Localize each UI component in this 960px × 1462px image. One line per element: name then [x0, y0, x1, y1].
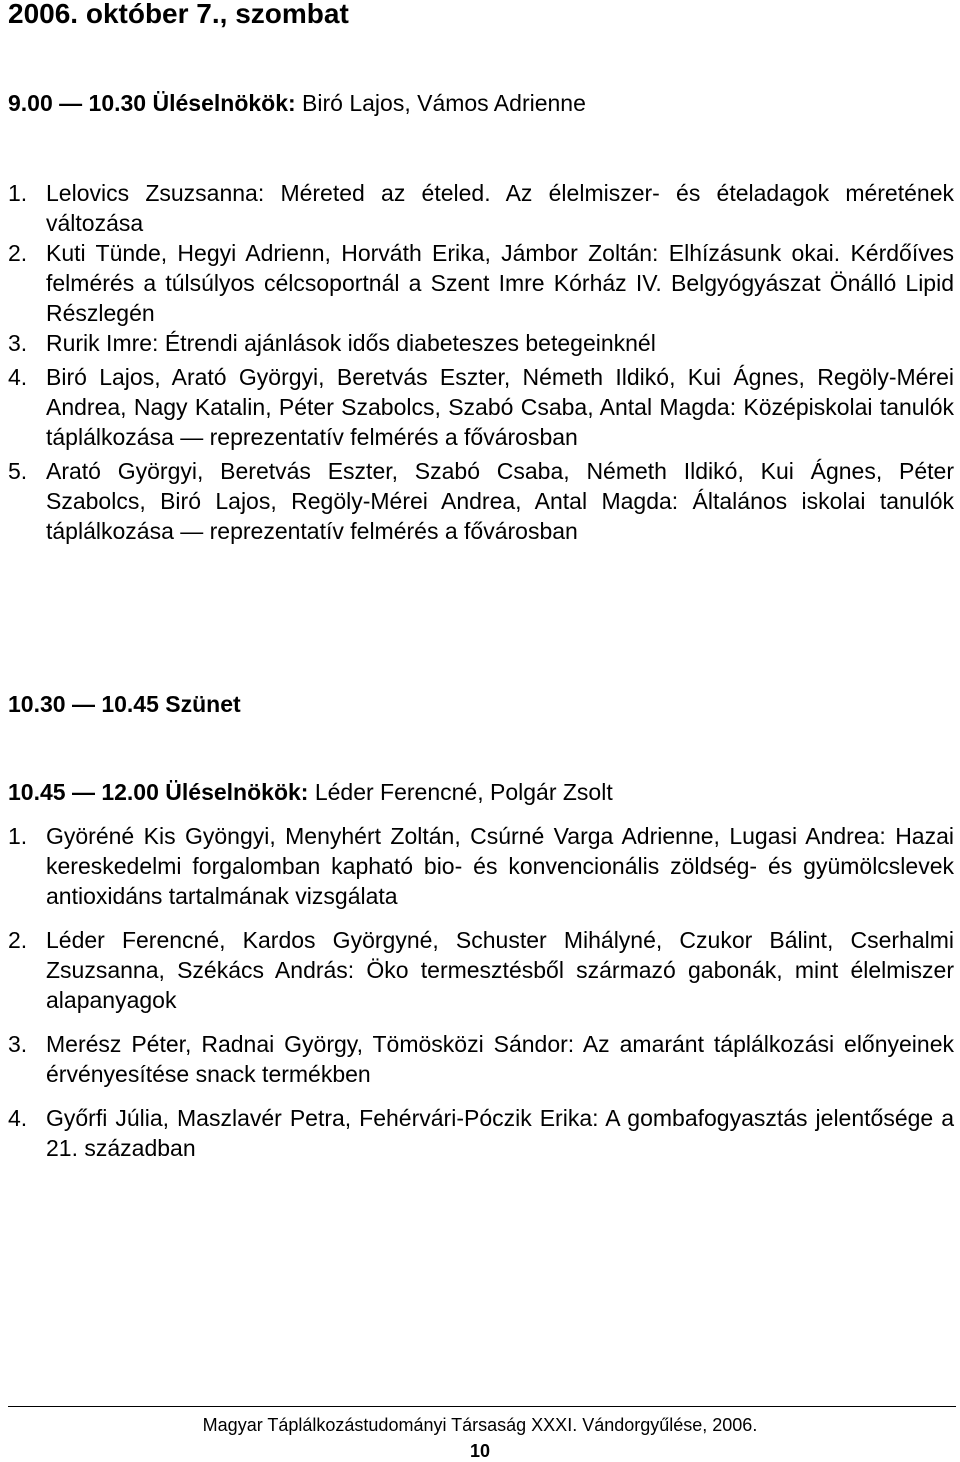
talk-number: 4. [8, 1105, 28, 1131]
talk-text: Győrfi Júlia, Maszlavér Petra, Fehérvári-Póczik Erika: A gombafogyasztás jelentősége a 21. században [46, 1105, 954, 1161]
talk-number: 3. [8, 1031, 28, 1057]
talk-item [8, 178, 954, 238]
session-2-chairs: Léder Ferencné, Polgár Zsolt [314, 779, 613, 805]
session-2-header [8, 777, 613, 807]
talk-item [8, 1103, 954, 1163]
talk-text: Rurik Imre: Étrendi ajánlások idős diabeteszes betegeinknél [46, 330, 656, 356]
talk-number: 1. [8, 180, 28, 206]
session-1-header [8, 88, 586, 118]
talk-number: 2. [8, 240, 28, 266]
session-1-chairs-label: Üléselnökök: [152, 90, 296, 116]
page-number: 10 [469, 1441, 491, 1461]
footer-text: Magyar Táplálkozástudományi Társaság XXXI. Vándorgyűlése, 2006. [202, 1415, 758, 1435]
session-1-chairs: Biró Lajos, Vámos Adrienne [302, 90, 586, 116]
talk-item [8, 1029, 954, 1089]
talk-text: Merész Péter, Radnai György, Tömösközi Sándor: Az amaránt táplálkozási előnyeinek érvényesítése snack termékben [46, 1031, 954, 1087]
talk-number: 2. [8, 927, 28, 953]
session-2-talk-list [8, 821, 954, 1163]
session-1-talk-list [8, 178, 954, 546]
talk-text: Kuti Tünde, Hegyi Adrienn, Horváth Erika, Jámbor Zoltán: Elhízásunk okai. Kérdőíves felmérés a túlsúlyos célcsoportnál a Szent Imre Kórház IV. Belgyógyászat Önálló Lipid Részlegén [46, 240, 954, 326]
talk-number: 1. [8, 823, 28, 849]
talk-number: 4. [8, 364, 28, 390]
talk-item [8, 456, 954, 546]
talk-item [8, 821, 954, 911]
talk-text: Arató Györgyi, Beretvás Eszter, Szabó Csaba, Németh Ildikó, Kui Ágnes, Péter Szabolcs, Biró Lajos, Regöly-Mérei Andrea, Antal Magda: Általános iskolai tanulók táplálkozása — reprezentatív felmérés a fővárosban [46, 458, 954, 544]
talk-text: Lelovics Zsuzsanna: Méreted az ételed. Az élelmiszer- és ételadagok méretének változása [46, 180, 954, 236]
talk-number: 3. [8, 330, 28, 356]
talk-item [8, 238, 954, 328]
talk-text: Györéné Kis Gyöngyi, Menyhért Zoltán, Csúrné Varga Adrienne, Lugasi Andrea: Hazai kereskedelmi forgalomban kapható bio- és konvencionális zöldség- és gyümölcslevek antioxidáns tartalmának vizsgálata [46, 823, 954, 909]
talk-number: 5. [8, 458, 28, 484]
talk-text: Léder Ferencné, Kardos Györgyné, Schuster Mihályné, Czukor Bálint, Cserhalmi Zsuzsanna, Székács András: Öko termesztésből származó gabonák, mint élelmiszer alapanyagok [46, 927, 954, 1013]
break-line: 10.30 — 10.45 Szünet [8, 691, 241, 717]
talk-text: Biró Lajos, Arató Györgyi, Beretvás Eszter, Németh Ildikó, Kui Ágnes, Regöly-Mérei Andrea, Nagy Katalin, Péter Szabolcs, Szabó Csaba, Antal Magda: Középiskolai tanulók táplálkozása — reprezentatív felmérés a fővárosban [46, 364, 954, 450]
talk-item [8, 328, 954, 358]
footer-divider [8, 1406, 956, 1407]
session-1-time: 9.00 — 10.30 [8, 90, 147, 116]
session-2-time: 10.45 — 12.00 [8, 779, 159, 805]
talk-item [8, 362, 954, 452]
talk-item [8, 925, 954, 1015]
session-2-chairs-label: Üléselnökök: [165, 779, 309, 805]
date-heading: 2006. október 7., szombat [8, 0, 349, 29]
